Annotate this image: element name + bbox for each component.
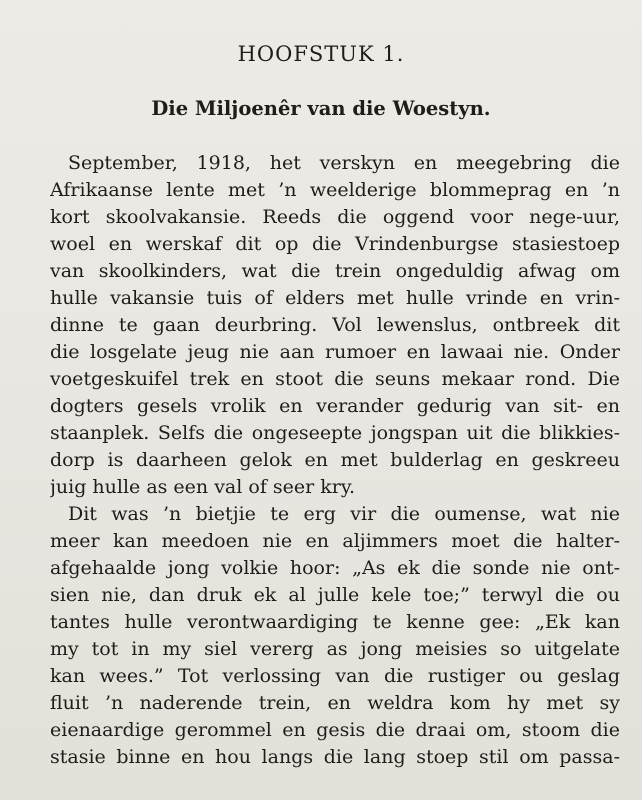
chapter-title: Die Miljoenêr van die Woestyn. xyxy=(151,97,491,120)
text-line: staanplek. Selfs die ongeseepte jongspan uit die blikkies- xyxy=(50,422,620,444)
text-line: hulle vakansie tuis of elders met hulle vrinde en vrin- xyxy=(50,287,620,309)
text-line: afgehaalde jong volkie hoor: „As ek die sonde nie ont- xyxy=(50,557,620,579)
text-line: woel en werskaf dit op die Vrindenburgse stasiestoep xyxy=(50,233,620,255)
text-line: kan wees.” Tot verlossing van die rustiger ou geslag xyxy=(50,665,620,687)
text-line: Dit was ’n bietjie te erg vir die oumense, wat nie xyxy=(68,503,620,525)
text-line: kort skoolvakansie. Reeds die oggend voor nege-uur, xyxy=(50,206,620,228)
text-line: Afrikaanse lente met ’n weelderige blommeprag en ’n xyxy=(50,179,620,201)
text-line: eienaardige gerommel en gesis die draai om, stoom die xyxy=(50,719,620,741)
text-line: September, 1918, het verskyn en meegebring die xyxy=(68,152,620,174)
text-line: dogters gesels vrolik en verander gedurig van sit- en xyxy=(50,395,620,417)
text-line: tantes hulle verontwaardiging te kenne gee: „Ek kan xyxy=(50,611,620,633)
text-line: dinne te gaan deurbring. Vol lewenslus, ontbreek dit xyxy=(50,314,620,336)
chapter-heading: HOOFSTUK 1. xyxy=(237,42,405,66)
text-line: voetgeskuifel trek en stoot die seuns mekaar rond. Die xyxy=(50,368,620,390)
body-text xyxy=(50,150,620,771)
text-line: die losgelate jeug nie aan rumoer en lawaai nie. Onder xyxy=(50,341,620,363)
text-line: stasie binne en hou langs die lang stoep stil om passa- xyxy=(50,746,620,768)
text-line: juig hulle as een val of seer kry. xyxy=(50,476,356,498)
text-line: sien nie, dan druk ek al julle kele toe;” terwyl die ou xyxy=(50,584,620,606)
text-line: fluit ’n naderende trein, en weldra kom hy met sy xyxy=(50,692,620,714)
text-line: my tot in my siel vererg as jong meisies so uitgelate xyxy=(50,638,620,660)
text-line: meer kan meedoen nie en aljimmers moet die halter- xyxy=(50,530,620,552)
text-line: van skoolkinders, wat die trein ongeduldig afwag om xyxy=(50,260,620,282)
text-line: dorp is daarheen gelok en met bulderlag en geskreeu xyxy=(50,449,620,471)
